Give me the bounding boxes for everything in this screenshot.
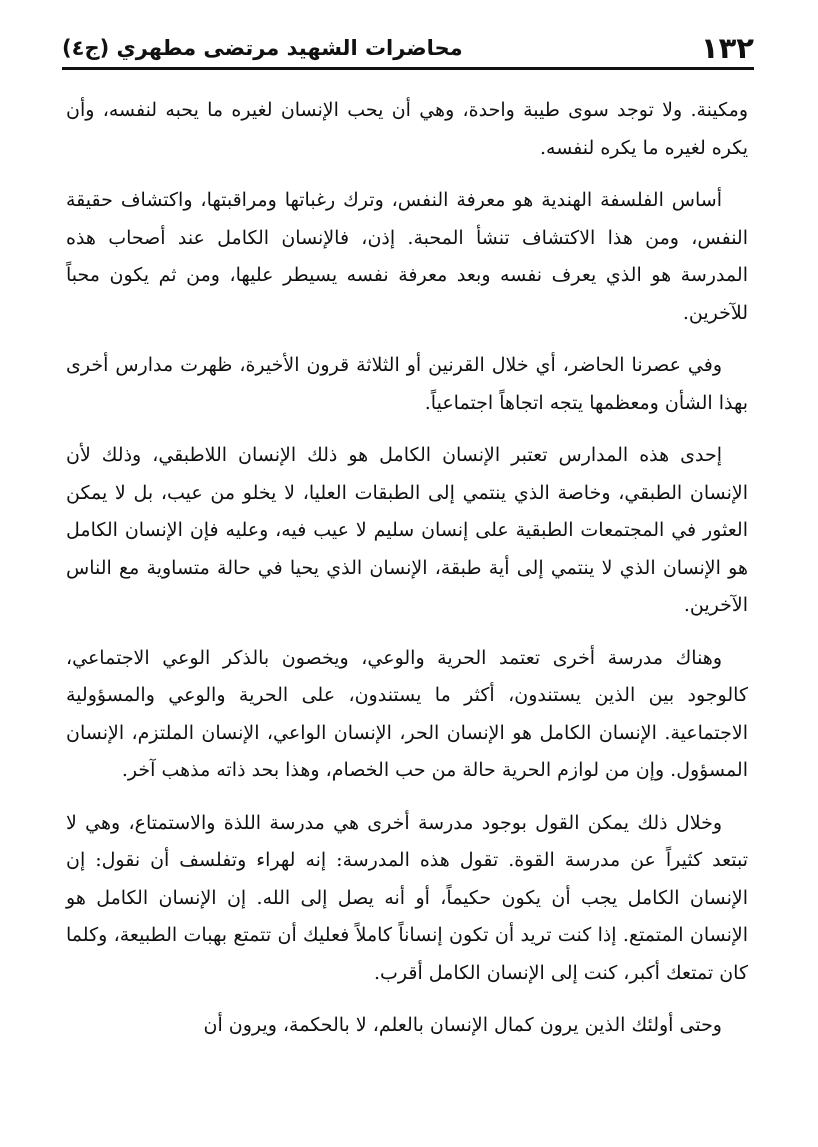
running-title: محاضرات الشهيد مرتضى مطهري (ج٤) [62,35,463,60]
paragraph-1: ومكينة. ولا توجد سوى طيبة واحدة، وهي أن يحب الإنسان لغيره ما يحبه لنفسه، وأن يكره لغيره ما يكره لنفسه. [66,99,748,159]
paragraph-7: وحتى أولئك الذين يرون كمال الإنسان بالعلم، لا بالحكمة، ويرون أن [203,1014,722,1036]
page-number: ١٣٢ [700,30,754,65]
paragraph-2: أساس الفلسفة الهندية هو معرفة النفس، وترك رغباتها ومراقبتها، واكتشاف حقيقة النفس، ومن هذا الاكتشاف تنشأ المحبة. إذن، فالإنسان الكامل عند أصحاب هذه المدرسة هو الذي يعرف نفسه وبعد معرفة نفسه يسيطر عليها، ومن ثم يكون محباً للآخرين. [66,189,748,324]
paragraph-6: وخلال ذلك يمكن القول بوجود مدرسة أخرى هي مدرسة اللذة والاستمتاع، وهي لا تبتعد كثيراً عن مدرسة القوة. تقول هذه المدرسة: إنه لهراء وتفلسف أن نقول: إن الإنسان الكامل يجب أن يكون حكيماً، أو أنه يصل إلى الله. إن الإنسان الكامل هو الإنسان المتمتع. إذا كنت تريد أن تكون إنساناً كاملاً فعليك أن تتمتع بهبات الطبيعة، وكلما كان تمتعك أكبر، كنت إلى الإنسان الكامل أقرب. [66,811,749,984]
paragraph-3: وفي عصرنا الحاضر، أي خلال القرنين أو الثلاثة قرون الأخيرة، ظهرت مدارس أخرى بهذا الشأن ومعظمها يتجه اتجاهاً اجتماعياً. [66,354,748,414]
paragraph-5: وهناك مدرسة أخرى تعتمد الحرية والوعي، ويخصون بالذكر الوعي الاجتماعي، كالوجود بين الذين يستندون، أكثر ما يستندون، على الحرية والوعي والمسؤولية الاجتماعية. الإنسان الكامل هو الإنسان الحر، الإنسان الواعي، الإنسان الملتزم، الإنسان المسؤول. وإن من لوازم الحرية حالة من حب الخصام، وهذا بحد ذاته مذهب آخر. [66,646,748,781]
paragraph-4: إحدى هذه المدارس تعتبر الإنسان الكامل هو ذلك الإنسان اللاطبقي، وذلك لأن الإنسان الطبقي، وخاصة الذي ينتمي إلى الطبقات العليا، لا يخلو من عيب، بل لا يمكن العثور في المجتمعات الطبقية على إنسان سليم لا عيب فيه، وعليه فإن الإنسان الكامل هو الإنسان الذي لا ينتمي إلى أية طبقة، الإنسان الذي يحيا في حالة متساوية مع الناس الآخرين. [66,444,748,616]
page-header [62,28,754,70]
page-body [66,92,748,1060]
